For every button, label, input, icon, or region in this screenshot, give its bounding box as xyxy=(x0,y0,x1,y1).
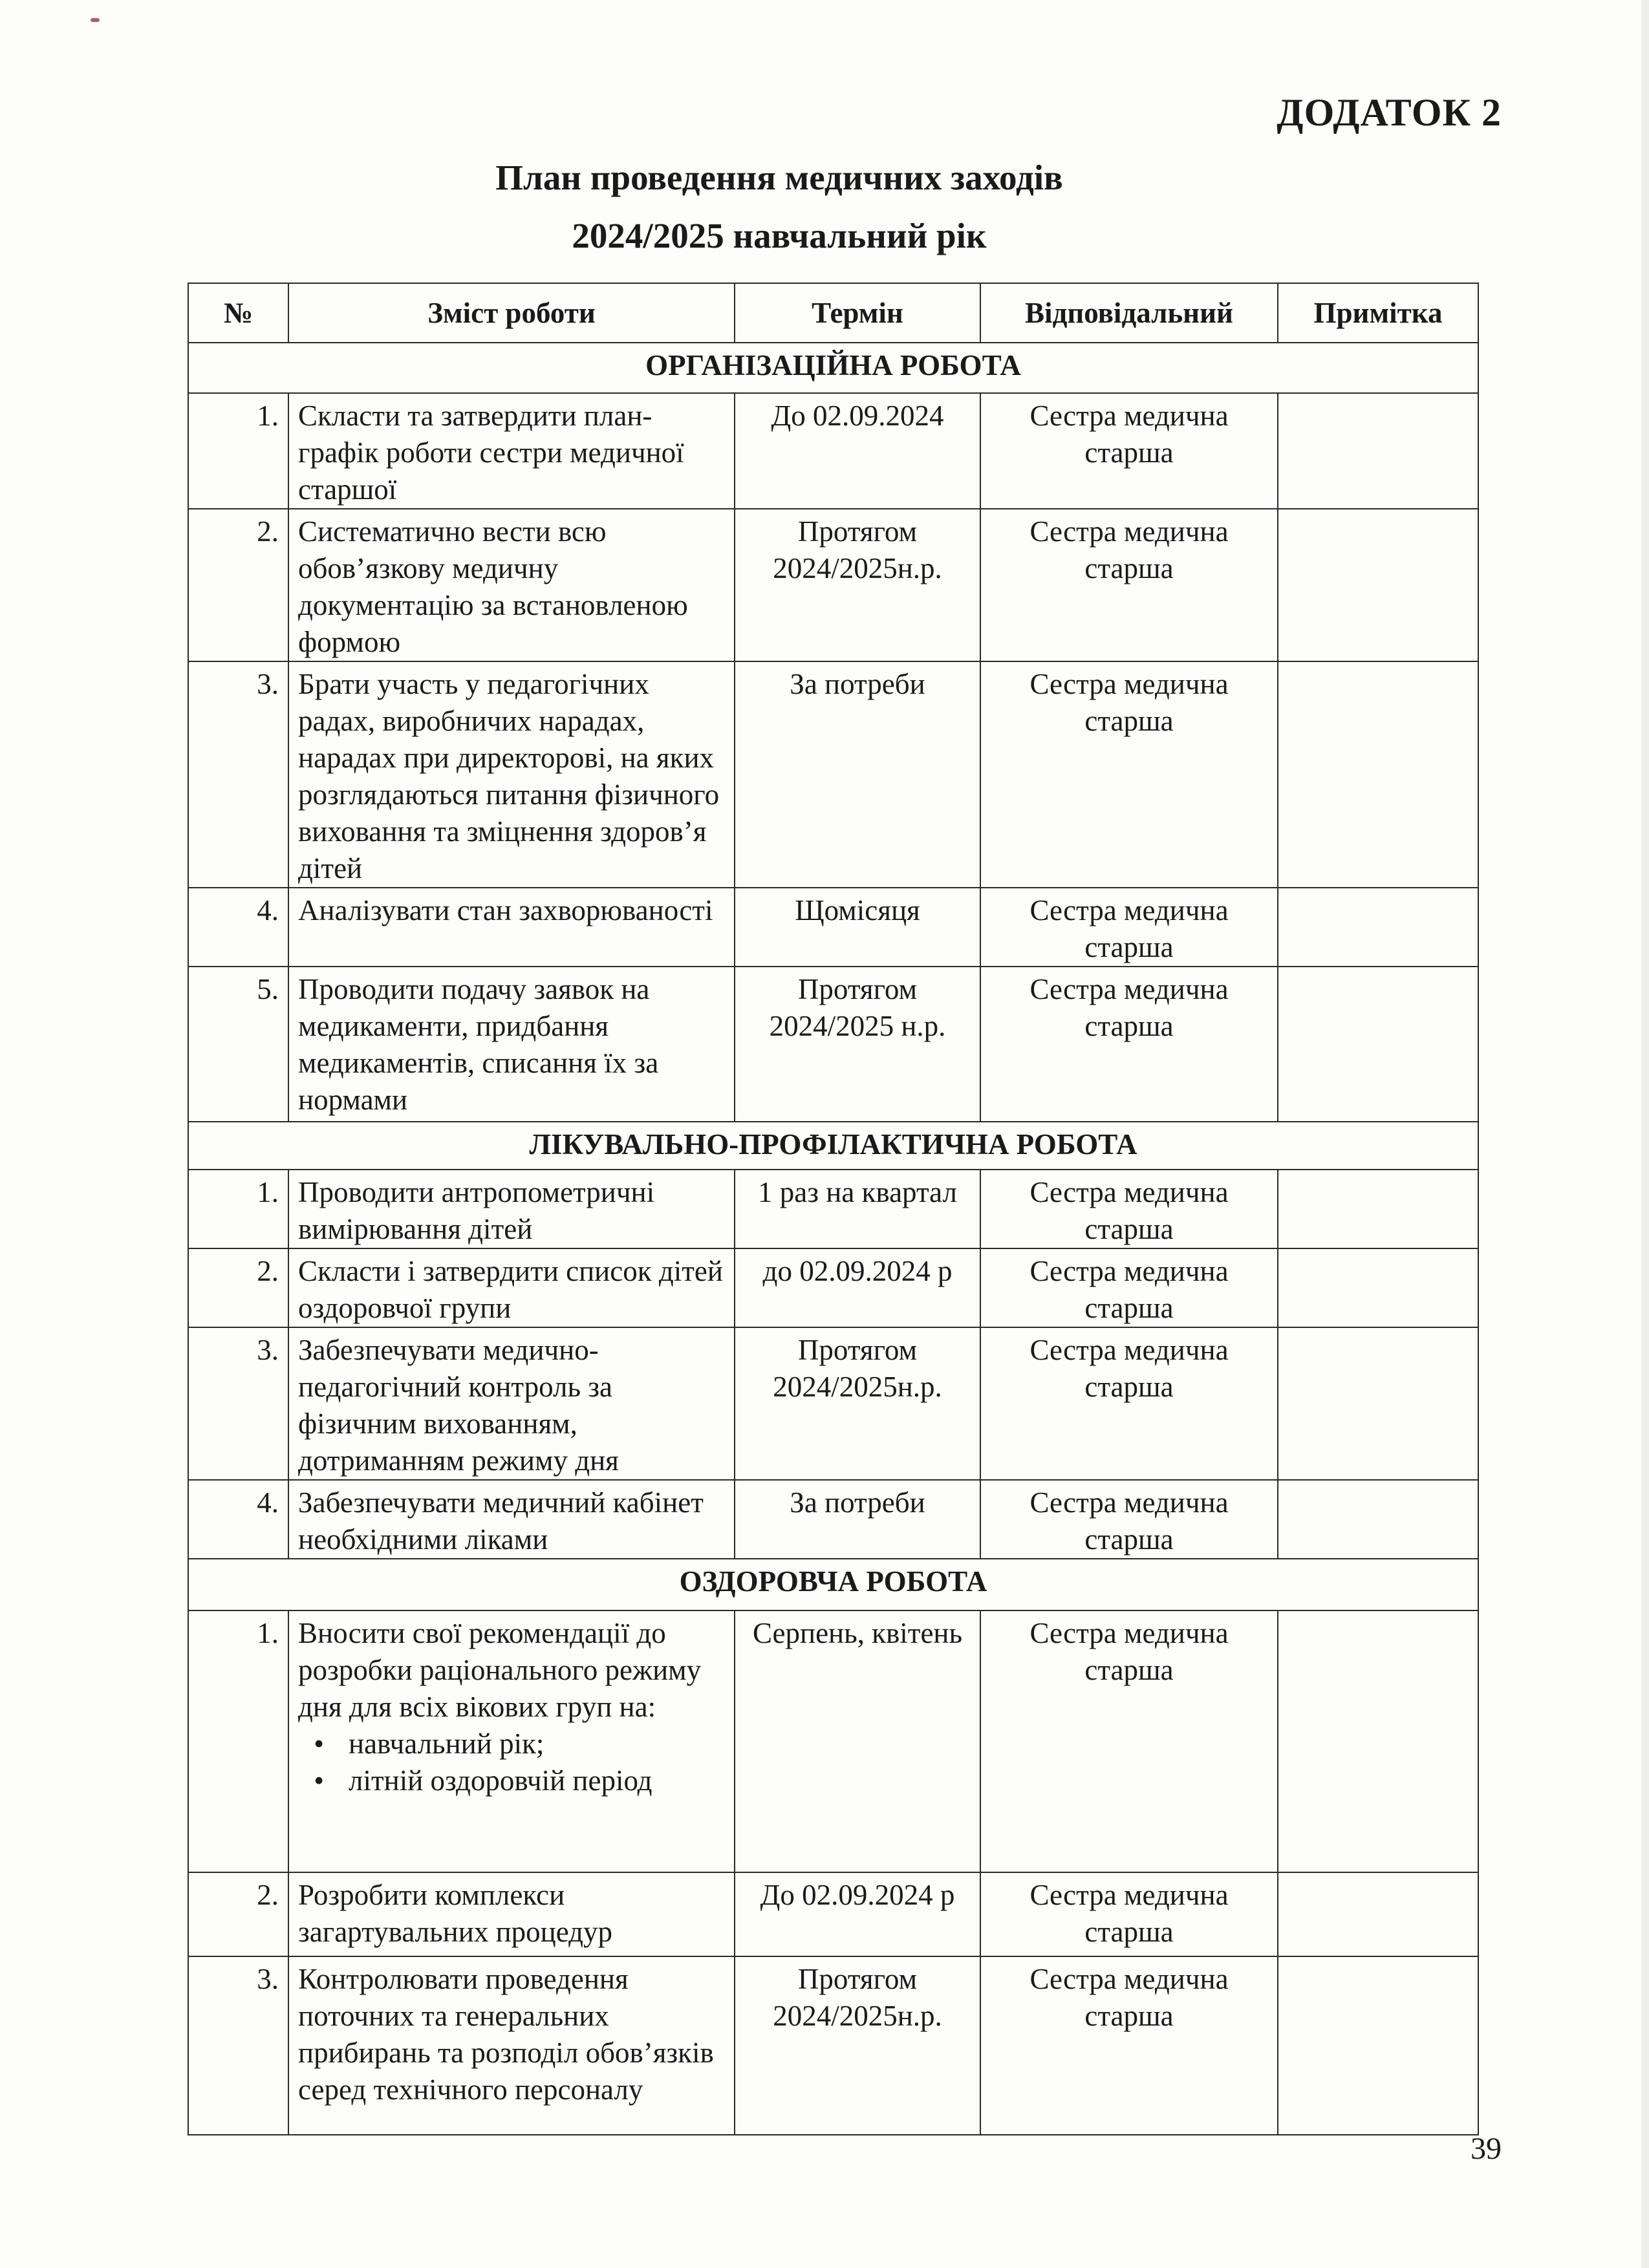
row-number: 1. xyxy=(188,1170,288,1248)
row-responsible: Сестра медична старша xyxy=(980,1610,1278,1872)
table-row xyxy=(188,393,1478,509)
appendix-label: ДОДАТОК 2 xyxy=(1277,91,1502,134)
table-row xyxy=(188,1327,1478,1480)
row-number: 3. xyxy=(188,1327,288,1480)
row-note xyxy=(1278,1872,1478,1956)
column-header-term: Термін xyxy=(735,283,980,343)
table-row xyxy=(188,661,1478,888)
table-row xyxy=(188,1248,1478,1327)
row-note xyxy=(1278,967,1478,1122)
row-note xyxy=(1278,509,1478,661)
section-title: ОЗДОРОВЧА РОБОТА xyxy=(188,1559,1478,1610)
row-number: 3. xyxy=(188,1956,288,2135)
bullet-item: • літній оздоровчій період xyxy=(349,1762,725,1799)
row-responsible: Сестра медична старша xyxy=(980,888,1278,967)
table-row xyxy=(188,1956,1478,2135)
row-content: Забезпечувати медично-педагогічний контроль за фізичним вихованням, дотриманням режиму дня xyxy=(288,1327,735,1480)
table-row xyxy=(188,967,1478,1122)
bullet-item: • навчальний рік; xyxy=(349,1726,725,1762)
row-term: Протягом 2024/2025 н.р. xyxy=(735,967,980,1122)
row-term: Щомісяця xyxy=(735,888,980,967)
row-number: 5. xyxy=(188,967,288,1122)
scan-edge xyxy=(1641,0,1649,2268)
row-note xyxy=(1278,1610,1478,1872)
row-term: Протягом 2024/2025н.р. xyxy=(735,509,980,661)
row-content-text: Вносити свої рекомендації до розробки раціонального режиму дня для всіх вікових груп на: xyxy=(298,1617,702,1723)
row-content: Контролювати проведення поточних та генеральних прибирань та розподіл обов’язків серед технічного персоналу xyxy=(288,1956,735,2135)
row-content: Забезпечувати медичний кабінет необхідними ліками xyxy=(288,1480,735,1559)
row-term: Протягом 2024/2025н.р. xyxy=(735,1956,980,2135)
column-header-responsible: Відповідальний xyxy=(980,283,1278,343)
table-row xyxy=(188,888,1478,967)
column-header-note: Примітка xyxy=(1278,283,1478,343)
row-responsible: Сестра медична старша xyxy=(980,1170,1278,1248)
row-number: 2. xyxy=(188,1248,288,1327)
column-header-content: Зміст роботи xyxy=(288,283,735,343)
row-number: 4. xyxy=(188,1480,288,1559)
row-number: 1. xyxy=(188,1610,288,1872)
row-content xyxy=(288,1610,735,1872)
row-term: За потреби xyxy=(735,661,980,888)
row-responsible: Сестра медична старша xyxy=(980,509,1278,661)
row-responsible: Сестра медична старша xyxy=(980,661,1278,888)
table-row xyxy=(188,509,1478,661)
row-responsible: Сестра медична старша xyxy=(980,967,1278,1122)
page-subtitle: 2024/2025 навчальний рік xyxy=(572,216,987,255)
page-title: План проведення медичних заходів xyxy=(495,158,1063,197)
row-term: Протягом 2024/2025н.р. xyxy=(735,1327,980,1480)
row-term: До 02.09.2024 р xyxy=(735,1872,980,1956)
row-content: Систематично вести всю обов’язкову медичну документацію за встановленою формою xyxy=(288,509,735,661)
row-note xyxy=(1278,1956,1478,2135)
row-term: За потреби xyxy=(735,1480,980,1559)
row-content: Брати участь у педагогічних радах, виробничих нарадах, нарадах при директорові, на яких розглядаються питання фізичного виховання та зміцнення здоров’я дітей xyxy=(288,661,735,888)
row-note xyxy=(1278,393,1478,509)
section-title: ЛІКУВАЛЬНО-ПРОФІЛАКТИЧНА РОБОТА xyxy=(188,1122,1478,1170)
table-row xyxy=(188,1610,1478,1872)
row-term: До 02.09.2024 xyxy=(735,393,980,509)
row-number: 4. xyxy=(188,888,288,967)
row-responsible: Сестра медична старша xyxy=(980,393,1278,509)
row-note xyxy=(1278,1248,1478,1327)
row-note xyxy=(1278,1480,1478,1559)
row-content: Проводити подачу заявок на медикаменти, придбання медикаментів, списання їх за нормами xyxy=(288,967,735,1122)
row-note xyxy=(1278,1170,1478,1248)
section-row xyxy=(188,343,1478,393)
row-responsible: Сестра медична старша xyxy=(980,1480,1278,1559)
row-number: 2. xyxy=(188,1872,288,1956)
row-responsible: Сестра медична старша xyxy=(980,1956,1278,2135)
row-number: 3. xyxy=(188,661,288,888)
row-term: до 02.09.2024 р xyxy=(735,1248,980,1327)
row-note xyxy=(1278,661,1478,888)
column-header-number: № xyxy=(188,283,288,343)
table-row xyxy=(188,1170,1478,1248)
table-row xyxy=(188,1480,1478,1559)
row-number: 2. xyxy=(188,509,288,661)
table-header-row xyxy=(188,283,1478,343)
row-note xyxy=(1278,888,1478,967)
row-responsible: Сестра медична старша xyxy=(980,1248,1278,1327)
plan-table xyxy=(188,283,1479,2135)
row-term: Серпень, квітень xyxy=(735,1610,980,1872)
page-number: 39 xyxy=(1471,2132,1502,2166)
bullet-list xyxy=(298,1726,725,1799)
row-responsible: Сестра медична старша xyxy=(980,1327,1278,1480)
section-row xyxy=(188,1559,1478,1610)
scan-speck xyxy=(91,18,100,22)
row-content: Скласти та затвердити план-графік роботи сестри медичної старшої xyxy=(288,393,735,509)
row-number: 1. xyxy=(188,393,288,509)
row-content: Скласти і затвердити список дітей оздоровчої групи xyxy=(288,1248,735,1327)
row-content: Проводити антропометричні вимірювання дітей xyxy=(288,1170,735,1248)
section-row xyxy=(188,1122,1478,1170)
row-content: Розробити комплекси загартувальних процедур xyxy=(288,1872,735,1956)
row-responsible: Сестра медична старша xyxy=(980,1872,1278,1956)
row-term: 1 раз на квартал xyxy=(735,1170,980,1248)
row-content: Аналізувати стан захворюваності xyxy=(288,888,735,967)
section-title: ОРГАНІЗАЦІЙНА РОБОТА xyxy=(188,343,1478,393)
row-note xyxy=(1278,1327,1478,1480)
table-row xyxy=(188,1872,1478,1956)
